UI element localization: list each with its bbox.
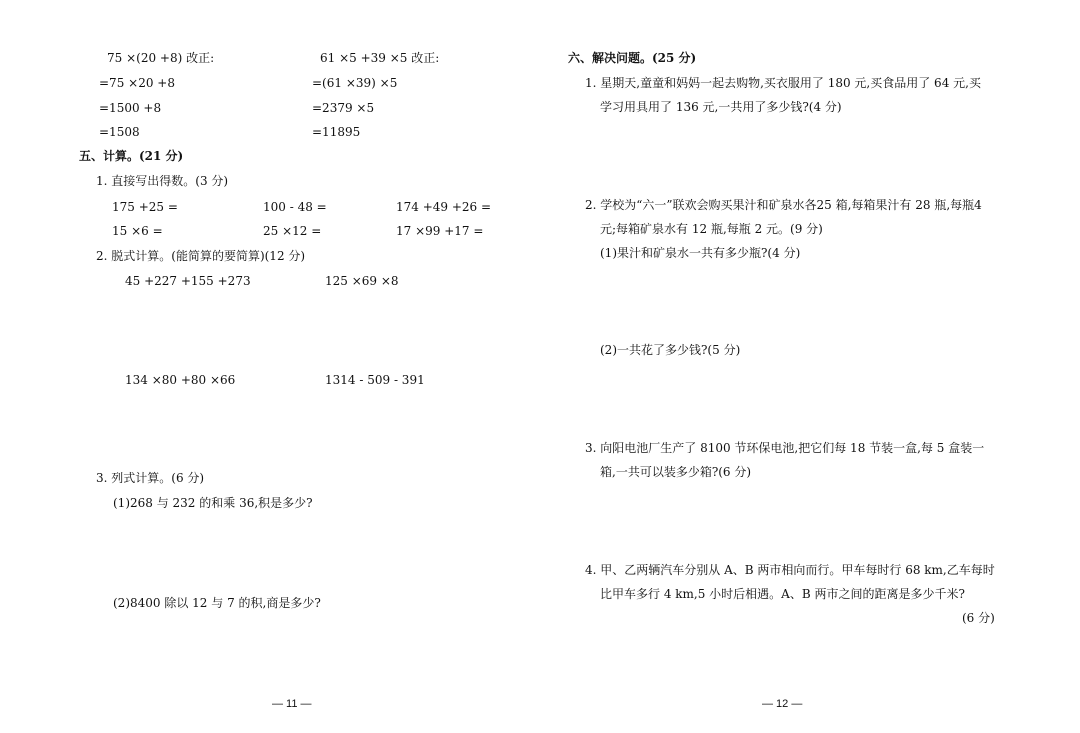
- mental-math-item: 100 - 48 =: [263, 200, 327, 214]
- problem-2-line: 元;每箱矿泉水有 12 瓶,每瓶 2 元。(9 分): [600, 222, 823, 236]
- problem-3-line: 箱,一共可以装多少箱?(6 分): [600, 465, 752, 479]
- problem-4-line: 4. 甲、乙两辆汽车分别从 A、B 两市相向而行。甲车每时行 68 km,乙车每时: [585, 563, 995, 577]
- section-6-title: 六、解决问题。(25 分): [568, 51, 697, 65]
- step-calc-item: 45 +227 +155 +273: [125, 274, 251, 288]
- problem-1-line: 1. 星期天,童童和妈妈一起去购物,买衣服用了 180 元,买食品用了 64 元,买: [585, 76, 981, 90]
- correction-step: =75 ×20 +8: [99, 76, 175, 90]
- correction-expr-2: 61 ×5 +39 ×5 改正:: [320, 51, 440, 65]
- problem-2-line: 2. 学校为“六一”联欢会购买果汁和矿泉水各25 箱,每箱果汁有 28 瓶,每瓶4: [585, 198, 982, 212]
- mental-math-item: 17 ×99 +17 =: [396, 224, 484, 238]
- problem-4-score: (6 分): [962, 611, 995, 625]
- problem-4-line: 比甲车多行 4 km,5 小时后相遇。A、B 两市之间的距离是多少千米?: [600, 587, 965, 601]
- problem-2-sub-1: (1)果汁和矿泉水一共有多少瓶?(4 分): [600, 246, 801, 260]
- step-calc-item: 125 ×69 ×8: [325, 274, 399, 288]
- q2-title: 2. 脱式计算。(能简算的要简算)(12 分): [96, 249, 306, 263]
- section-5-title: 五、计算。(21 分): [79, 149, 184, 163]
- correction-step: =11895: [312, 125, 361, 139]
- q1-title: 1. 直接写出得数。(3 分): [96, 174, 229, 188]
- correction-step: =2379 ×5: [312, 101, 375, 115]
- step-calc-item: 1314 - 509 - 391: [325, 373, 425, 387]
- mental-math-item: 25 ×12 =: [263, 224, 322, 238]
- page-number-left: — 11 —: [272, 698, 312, 710]
- correction-expr-1: 75 ×(20 +8) 改正:: [107, 51, 215, 65]
- q3-title: 3. 列式计算。(6 分): [96, 471, 205, 485]
- problem-1-line: 学习用具用了 136 元,一共用了多少钱?(4 分): [600, 100, 842, 114]
- problem-3-line: 3. 向阳电池厂生产了 8100 节环保电池,把它们每 18 节装一盒,每 5 盒装一: [585, 441, 985, 455]
- correction-step: =1508: [99, 125, 140, 139]
- problem-2-sub-2: (2)一共花了多少钱?(5 分): [600, 343, 741, 357]
- correction-step: =1500 +8: [99, 101, 162, 115]
- page-number-right: — 12 —: [762, 698, 803, 710]
- mental-math-item: 15 ×6 =: [112, 224, 163, 238]
- mental-math-item: 175 +25 =: [112, 200, 178, 214]
- mental-math-item: 174 +49 +26 =: [396, 200, 492, 214]
- correction-step: =(61 ×39) ×5: [312, 76, 398, 90]
- q3-sub-2: (2)8400 除以 12 与 7 的积,商是多少?: [113, 596, 321, 610]
- step-calc-item: 134 ×80 +80 ×66: [125, 373, 236, 387]
- q3-sub-1: (1)268 与 232 的和乘 36,积是多少?: [113, 496, 313, 510]
